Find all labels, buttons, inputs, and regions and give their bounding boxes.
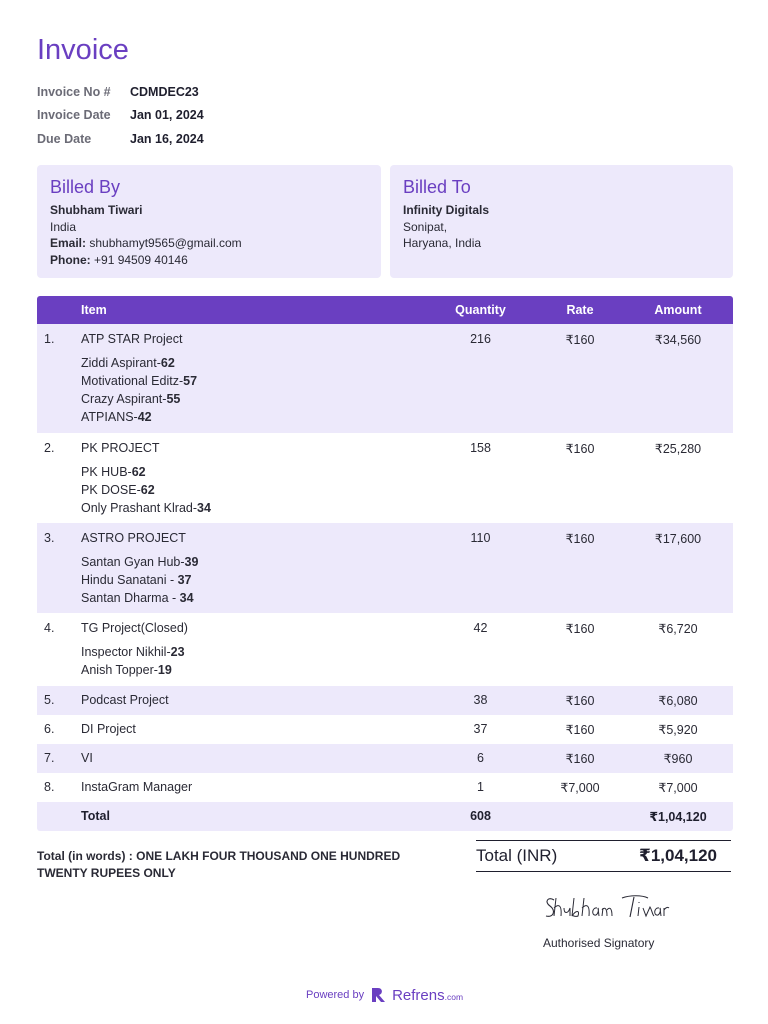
row-amount: ₹34,560 <box>654 333 702 347</box>
due-date-value: Jan 16, 2024 <box>130 131 204 146</box>
sub-item <box>81 372 424 390</box>
billed-by-country: India <box>50 219 77 234</box>
row-amount: ₹17,600 <box>654 532 702 546</box>
row-item-name: ATP STAR Project <box>81 332 183 346</box>
header-item: Item <box>81 303 107 317</box>
sub-item-count: 34 <box>197 501 211 515</box>
sub-item-name: Crazy Aspirant- <box>81 392 167 406</box>
row-quantity: 37 <box>473 722 488 736</box>
sub-item-name: PK HUB- <box>81 465 132 479</box>
sub-item <box>81 553 424 571</box>
row-quantity: 38 <box>473 693 488 707</box>
sub-item-name: Only Prashant Klrad- <box>81 501 198 515</box>
total-rate <box>537 802 623 831</box>
row-quantity: 1 <box>477 780 484 794</box>
invoice-meta <box>37 80 204 151</box>
total-in-words-value: ONE LAKH FOUR THOUSAND ONE HUNDRED TWENTY RUPEES ONLY <box>37 849 401 880</box>
row-item: VI <box>81 751 93 765</box>
sub-item-count: 19 <box>157 663 172 677</box>
sub-item-count: 62 <box>131 465 146 479</box>
row-sub-list <box>81 643 424 679</box>
row-amount: ₹25,280 <box>654 442 702 456</box>
row-rate: ₹160 <box>565 442 595 456</box>
invoice-date-value: Jan 01, 2024 <box>130 108 204 123</box>
sub-item-name: PK DOSE- <box>81 483 141 497</box>
header-quantity: Quantity <box>455 303 506 317</box>
header-rate: Rate <box>566 303 594 317</box>
total-label: Total <box>81 809 110 823</box>
signatory-label: Authorised Signatory <box>543 936 655 950</box>
billed-by-email-line <box>50 235 368 252</box>
due-date-label: Due Date <box>37 131 92 146</box>
total-amount: ₹1,04,120 <box>649 810 707 824</box>
total-num <box>37 802 81 831</box>
sub-item-name: Santan Dharma - <box>81 591 180 605</box>
row-quantity: 158 <box>470 441 491 455</box>
table-row <box>37 613 733 686</box>
billed-by-phone-label: Phone: <box>50 252 91 267</box>
sub-item-name: ATPIANS- <box>81 410 138 424</box>
row-rate: ₹160 <box>565 532 595 546</box>
row-quantity: 216 <box>470 332 491 346</box>
invoice-number-value: CDMDEC23 <box>130 84 199 99</box>
sub-item-count: 62 <box>140 483 155 497</box>
invoice-number-label: Invoice No # <box>37 84 111 99</box>
row-item: InstaGram Manager <box>81 780 193 794</box>
billed-to-title: Billed To <box>403 177 471 197</box>
sub-item-count: 37 <box>177 573 192 587</box>
sub-item-count: 42 <box>137 410 152 424</box>
grand-total-value: ₹1,04,120 <box>638 846 717 865</box>
sub-item-count: 39 <box>184 555 199 569</box>
items-table <box>37 296 733 831</box>
row-sub-list <box>81 354 424 426</box>
row-num: 5. <box>44 693 55 707</box>
sub-item-count: 55 <box>166 392 181 406</box>
billed-to-card <box>390 165 733 278</box>
row-item <box>81 613 424 686</box>
row-item-name: ASTRO PROJECT <box>81 531 186 545</box>
sub-item-count: 62 <box>160 356 175 370</box>
sub-item <box>81 589 424 607</box>
sub-item-name: Ziddi Aspirant- <box>81 356 161 370</box>
sub-item-count: 57 <box>183 374 198 388</box>
row-amount: ₹6,720 <box>658 622 698 636</box>
header-amount: Amount <box>654 303 702 317</box>
row-item: DI Project <box>81 722 136 736</box>
due-date-row <box>37 127 204 151</box>
sub-item-name: Hindu Sanatani - <box>81 573 178 587</box>
table-row <box>37 324 733 433</box>
table-header <box>37 296 733 324</box>
table-row <box>37 715 733 744</box>
row-num: 2. <box>44 441 55 455</box>
sub-item-name: Santan Gyan Hub- <box>81 555 185 569</box>
billed-by-email-label: Email: <box>50 236 87 250</box>
row-rate: ₹7,000 <box>560 781 600 795</box>
sub-item <box>81 354 424 372</box>
table-row <box>37 773 733 802</box>
sub-item <box>81 481 424 499</box>
sub-item <box>81 390 424 408</box>
brand-tld: .com <box>444 991 464 1002</box>
table-row <box>37 686 733 715</box>
row-num: 7. <box>44 751 55 765</box>
grand-total <box>476 840 731 872</box>
row-amount: ₹5,920 <box>658 723 698 737</box>
row-quantity: 42 <box>473 621 488 635</box>
refrens-logo-icon <box>370 986 386 1004</box>
billed-by-title: Billed By <box>50 177 121 197</box>
row-amount: ₹960 <box>663 752 693 766</box>
row-rate: ₹160 <box>565 694 595 708</box>
sub-item-count: 23 <box>170 645 185 659</box>
invoice-number-row <box>37 80 204 104</box>
row-item <box>81 433 424 523</box>
row-item-name: PK PROJECT <box>81 441 160 455</box>
row-rate: ₹160 <box>565 333 595 347</box>
row-sub-list <box>81 553 424 607</box>
row-item <box>81 523 424 613</box>
billed-by-card <box>37 165 381 278</box>
billed-by-phone: +91 94509 40146 <box>94 252 188 267</box>
billed-to-line1: Sonipat, <box>403 219 448 234</box>
row-num: 6. <box>44 722 55 736</box>
row-num: 4. <box>44 621 55 635</box>
billed-to-line2: Haryana, India <box>403 236 482 250</box>
billed-by-name: Shubham Tiwari <box>50 203 143 217</box>
row-quantity: 6 <box>477 751 484 765</box>
row-quantity: 110 <box>470 531 491 545</box>
sub-item <box>81 499 424 517</box>
row-num: 8. <box>44 780 55 794</box>
row-item-name: TG Project(Closed) <box>81 621 188 635</box>
sub-item-name: Motivational Editz- <box>81 374 184 388</box>
sub-item-name: Inspector Nikhil- <box>81 645 171 659</box>
total-in-words <box>37 848 427 881</box>
sub-item-count: 34 <box>179 591 194 605</box>
footer <box>306 986 463 1004</box>
row-amount: ₹6,080 <box>658 694 698 708</box>
row-item: Podcast Project <box>81 693 169 707</box>
row-sub-list <box>81 463 424 517</box>
billed-to-name: Infinity Digitals <box>403 203 490 217</box>
signature-image <box>542 890 672 924</box>
refrens-brand <box>392 987 463 1004</box>
grand-total-label: Total (INR) <box>476 846 558 865</box>
row-rate: ₹160 <box>565 752 595 766</box>
table-row <box>37 523 733 613</box>
table-row <box>37 744 733 773</box>
sub-item <box>81 643 424 661</box>
row-num: 1. <box>44 332 55 346</box>
row-amount: ₹7,000 <box>658 781 698 795</box>
sub-item <box>81 408 424 426</box>
invoice-title: Invoice <box>37 34 129 66</box>
billed-by-phone-line <box>50 252 368 269</box>
sub-item <box>81 571 424 589</box>
sub-item <box>81 661 424 679</box>
brand-name: Refrens <box>392 986 445 1004</box>
total-quantity: 608 <box>470 809 491 823</box>
invoice-date-label: Invoice Date <box>37 108 111 123</box>
billed-by-email: shubhamyt9565@gmail.com <box>89 236 242 250</box>
sub-item <box>81 463 424 481</box>
row-rate: ₹160 <box>565 723 595 737</box>
row-item <box>81 324 424 433</box>
invoice-date-row <box>37 104 204 128</box>
table-row <box>37 433 733 523</box>
table-total-row <box>37 802 733 831</box>
total-in-words-label: Total (in words) : <box>37 849 133 863</box>
row-rate: ₹160 <box>565 622 595 636</box>
sub-item-name: Anish Topper- <box>81 663 158 677</box>
powered-by-label: Powered by <box>306 989 365 1001</box>
row-num: 3. <box>44 531 55 545</box>
